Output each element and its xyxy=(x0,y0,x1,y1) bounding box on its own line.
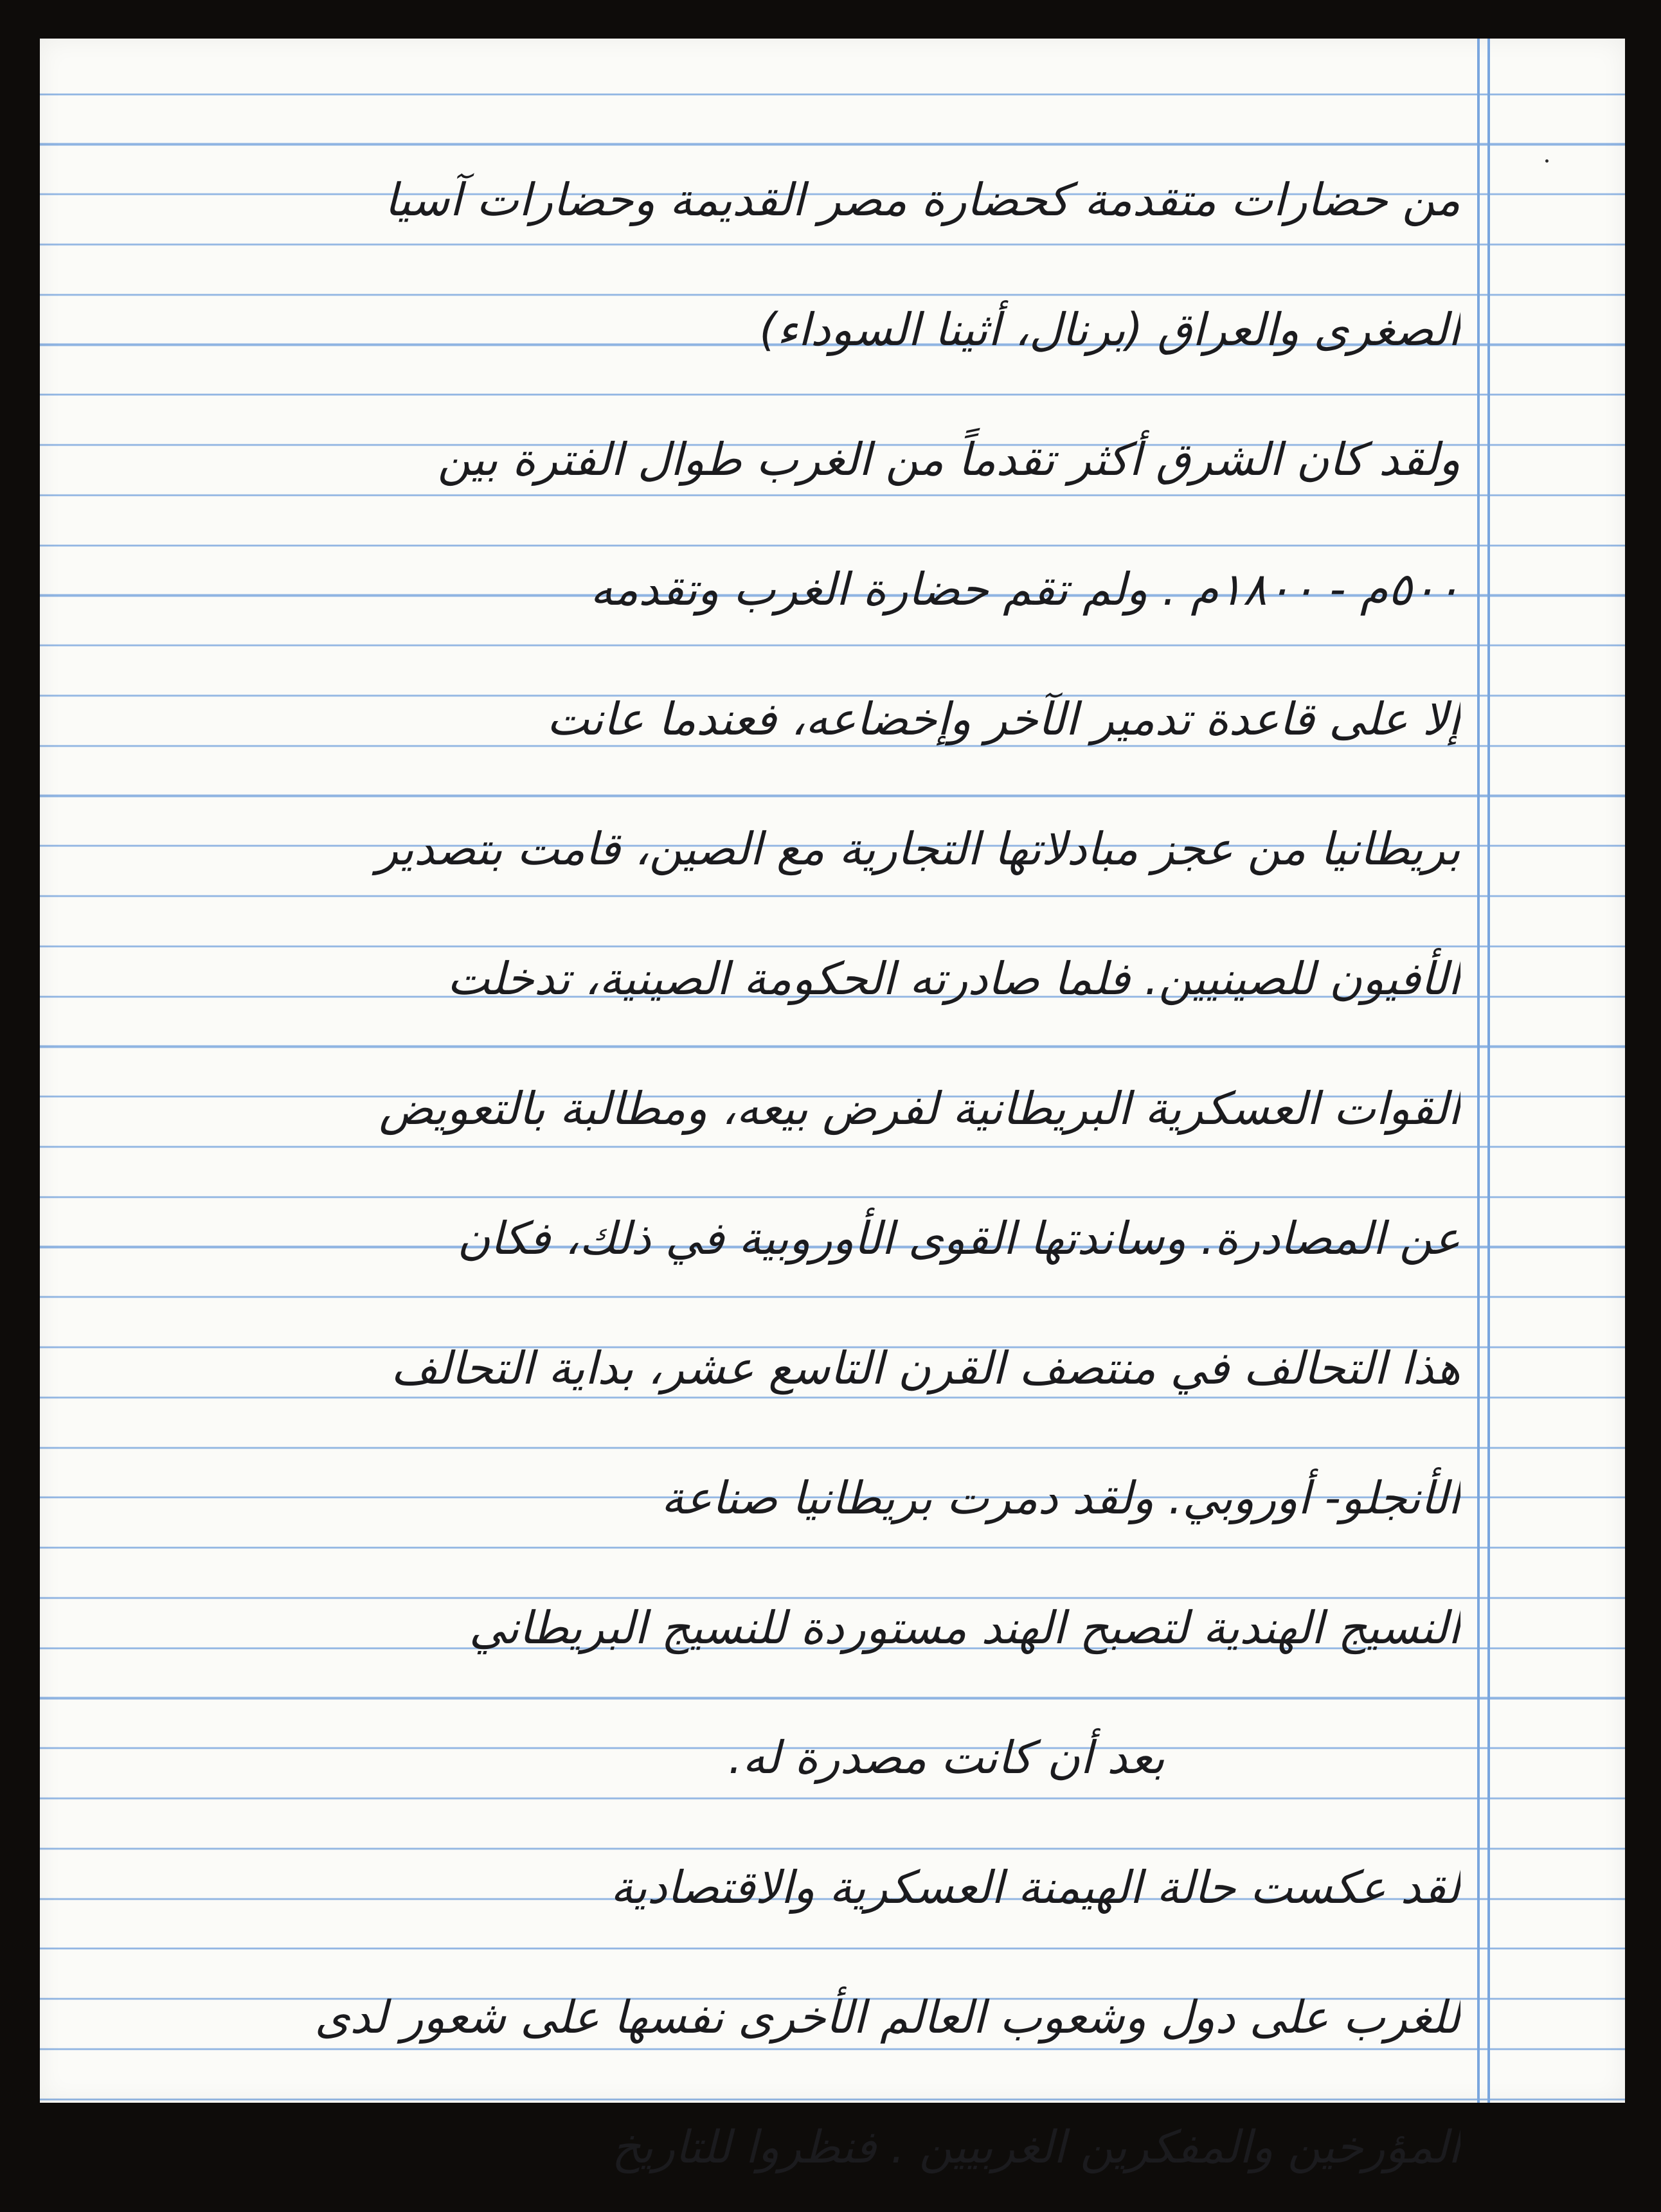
handwritten-line: الأنجلو- أوروبي. ولقد دمرت بريطانيا صناعة xyxy=(661,1472,1460,1524)
handwritten-line: القوات العسكرية البريطانية لفرض بيعه، ومطالبة بالتعويض xyxy=(379,1082,1460,1135)
handwritten-line: عن المصادرة. وساندتها القوى الأوروبية في ذلك، فكان xyxy=(457,1212,1460,1265)
handwritten-line: بريطانيا من عجز مبادلاتها التجارية مع الصين، قامت بتصدير xyxy=(376,823,1460,875)
handwritten-line: إلا على قاعدة تدمير الآخر وإخضاعه، فعندما عانت xyxy=(546,693,1460,745)
handwritten-line: النسيج الهندية لتصبح الهند مستوردة للنسيج البريطاني xyxy=(469,1601,1460,1654)
handwritten-line: بعد أن كانت مصدرة له. xyxy=(728,1731,1165,1784)
lined-notebook-paper xyxy=(40,39,1625,2173)
handwritten-line: المؤرخين والمفكرين الغربيين . فنظروا للتاريخ xyxy=(611,2121,1460,2173)
handwritten-line: لقد عكست حالة الهيمنة العسكرية والاقتصادية xyxy=(610,1861,1460,1914)
handwritten-line: الصغرى والعراق (برنال، أثينا السوداء) xyxy=(759,303,1460,356)
handwritten-line: هذا التحالف في منتصف القرن التاسع عشر، بداية التحالف xyxy=(391,1342,1460,1395)
handwritten-line: للغرب على دول وشعوب العالم الأخرى نفسها على شعور لدى xyxy=(314,1991,1460,2044)
handwritten-text-block xyxy=(123,135,1460,2212)
handwritten-line: ولقد كان الشرق أكثر تقدماً من الغرب طوال الفترة بين xyxy=(437,433,1460,486)
page-dot-mark xyxy=(1545,159,1549,163)
margin-rule-left xyxy=(1477,39,1480,2103)
handwritten-line: ٥٠٠م - ١٨٠٠م . ولم تقم حضارة الغرب وتقدمه xyxy=(590,563,1460,616)
handwritten-line: من حضارات متقدمة كحضارة مصر القديمة وحضارات آسيا xyxy=(384,174,1460,226)
margin-rule-right xyxy=(1487,39,1490,2103)
handwritten-line: الأفيون للصينيين. فلما صادرته الحكومة الصينية، تدخلت xyxy=(447,952,1460,1005)
